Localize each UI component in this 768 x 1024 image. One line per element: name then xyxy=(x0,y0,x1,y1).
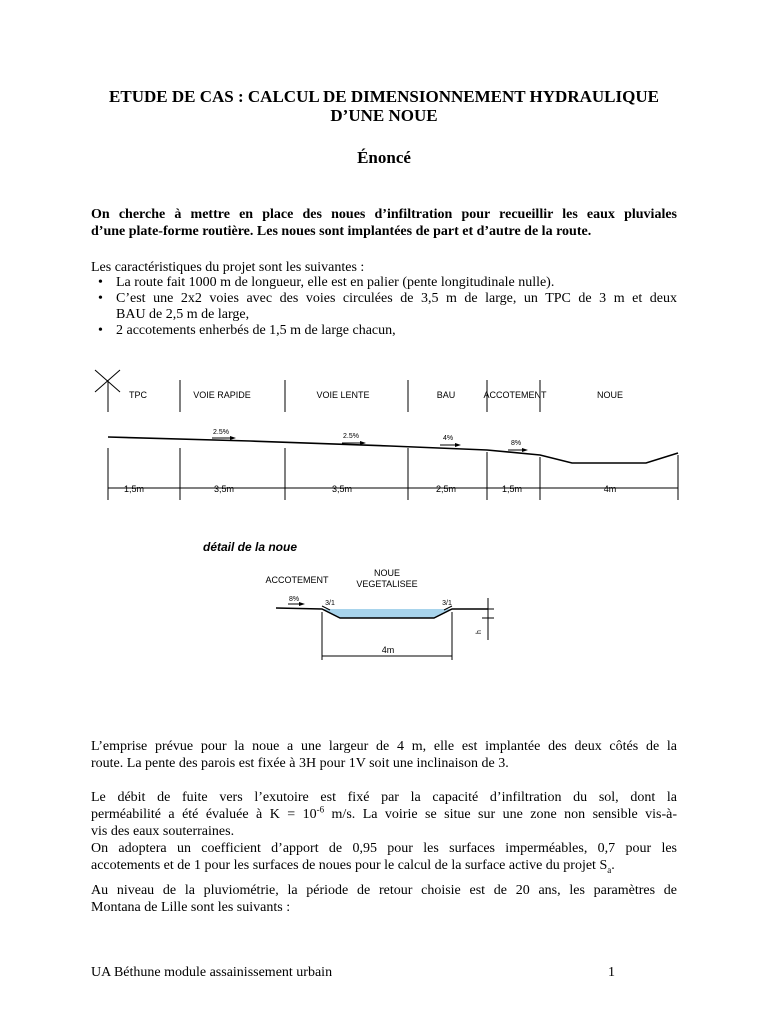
slope-label: 8% xyxy=(510,440,522,447)
width-label: 2,5m xyxy=(435,484,457,494)
swale-width-label: 4m xyxy=(381,645,395,655)
detail-label: NOUE xyxy=(373,568,401,578)
paragraph-line: On adoptera un coefficient d’apport de 0,95 pour les surfaces imperméables, 0,7 pour les xyxy=(91,841,677,856)
ratio-label: 3/1 xyxy=(325,600,335,607)
document-subtitle: Énoncé xyxy=(357,148,411,167)
paragraph-line: perméabilité a été évaluée à $K = 10^{-6}$ m/s. La voirie se situe sur une zone non sensible vis-à- xyxy=(91,804,677,822)
zone-label: NOUE xyxy=(596,390,624,400)
zone-label: BAU xyxy=(436,390,456,400)
paragraph xyxy=(91,789,677,874)
intro-line: On cherche à mettre en place des noues d’infiltration pour recueillir les eaux pluviales xyxy=(91,207,677,222)
paragraph-line: route. La pente des parois est fixée à 3H pour 1V soit une inclinaison de 3. xyxy=(91,756,509,771)
paragraph-line: Le débit de fuite vers l’exutoire est fixé par la capacité d’infiltration du sol, dont la xyxy=(91,790,677,805)
paragraph-line: vis des eaux souterraines. xyxy=(91,824,235,839)
paragraph-line: L’emprise prévue pour la noue a une largeur de 4 m, elle est implantée des deux côtés de la xyxy=(91,739,677,754)
document-title-line2: D’UNE NOUE xyxy=(330,106,438,125)
characteristics-intro: Les caractéristiques du projet sont les suivantes : xyxy=(91,260,365,275)
zone-label: ACCOTEMENT xyxy=(483,390,547,400)
list-item: • La route fait 1000 m de longueur, elle est en palier (pente longitudinale nulle). xyxy=(91,275,677,291)
ratio-label: 3/1 xyxy=(442,600,452,607)
swale-depth-label: h xyxy=(476,630,483,634)
page-number: 1 xyxy=(608,965,615,980)
zone-label: VOIE RAPIDE xyxy=(193,390,251,400)
width-label: 4m xyxy=(603,484,617,494)
list-item: • C’est une 2x2 voies avec des voies circulées de 3,5 m de large, un TPC de 3 m et deux BAU de 2,5 m de large, xyxy=(91,291,677,323)
intro-line: d’une plate-forme routière. Les noues sont implantées de part et d’autre de la route. xyxy=(91,224,592,239)
footer-text: UA Béthune module assainissement urbain xyxy=(91,965,333,980)
width-label: 1,5m xyxy=(123,484,145,494)
slope-label: 4% xyxy=(442,435,454,442)
slope-label: 2.5% xyxy=(343,433,359,440)
zone-label: VOIE LENTE xyxy=(316,390,370,400)
swale-water xyxy=(322,609,452,618)
slope-label: 8% xyxy=(288,596,300,603)
detail-label: ACCOTEMENT xyxy=(265,575,329,585)
paragraph-line: Au niveau de la pluviométrie, la période de retour choisie est de 20 ans, les paramètres de xyxy=(91,883,677,898)
paragraph-line: Montana de Lille sont les suivants : xyxy=(91,900,291,915)
paragraph-line: accotements et de 1 pour les surfaces de noues pour le calcul de la surface active du projet $S_a$. xyxy=(91,858,615,875)
width-label: 1,5m xyxy=(501,484,523,494)
road-surface-line xyxy=(108,437,678,463)
slope-label: 2.5% xyxy=(213,429,229,436)
zone-label: TPC xyxy=(129,390,147,400)
width-label: 3,5m xyxy=(331,484,353,494)
paragraph xyxy=(91,738,677,772)
paragraph xyxy=(91,882,677,916)
width-label: 3,5m xyxy=(213,484,235,494)
list-item: • 2 accotements enherbés de 1,5 m de large chacun, xyxy=(91,323,677,339)
detail-label: VEGETALISEE xyxy=(356,579,418,589)
document-title: ETUDE DE CAS : CALCUL DE DIMENSIONNEMENT HYDRAULIQUE xyxy=(109,87,659,106)
detail-title: détail de la noue xyxy=(203,540,298,554)
